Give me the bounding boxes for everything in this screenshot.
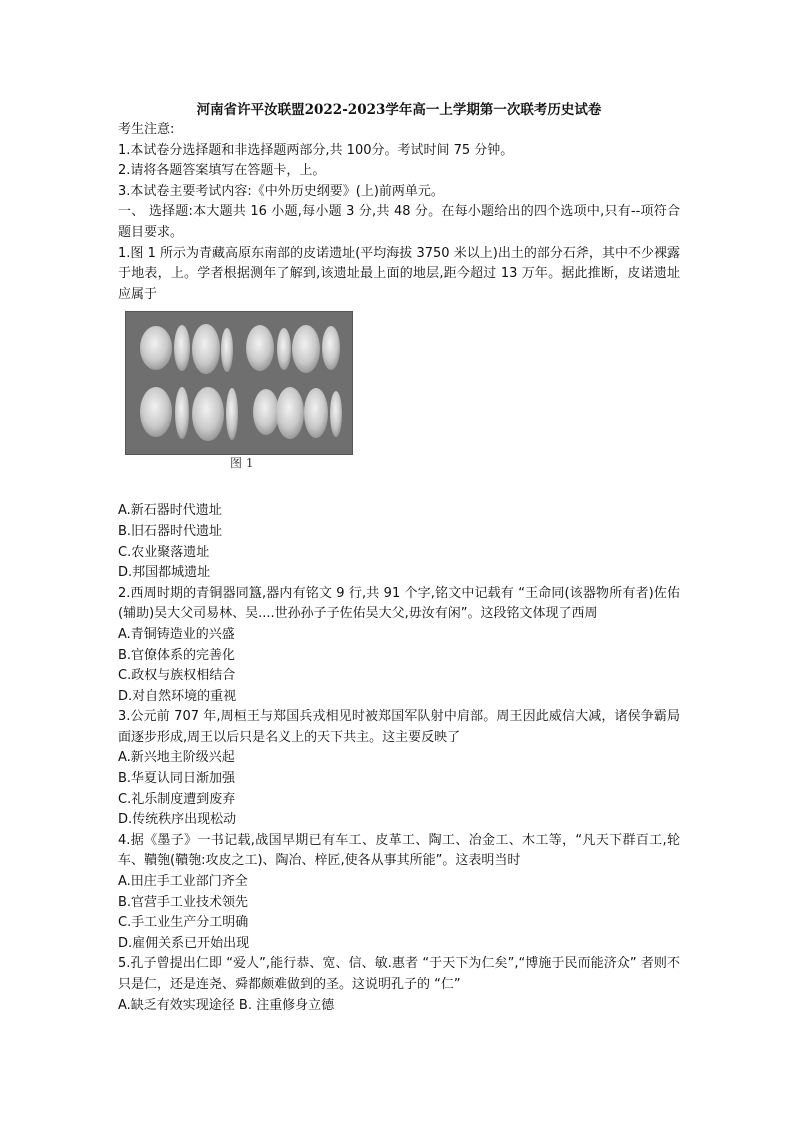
figure-block <box>118 309 680 501</box>
question-stem: 4.据《墨子》一书记载,战国早期已有车工、皮革工、陶工、冶金工、木工等，“凡天下群百工,轮车、鞼匏(鞼匏:攻皮之工)、陶冶、梓匠,使各从事其所能”。这表明当时 <box>118 832 680 869</box>
figure-caption: 图 1 <box>230 456 254 471</box>
notice-item: 3.本试卷主要考试内容:《中外历史纲要》(上)前两单元。 <box>118 183 444 199</box>
exam-title: 河南省许平汝联盟2022-2023学年高一上学期第一次联考历史试卷 <box>196 102 602 118</box>
notice-item: 1.本试卷分选择题和非选择题两部分,共 100分。考试时间 75 分钟。 <box>118 142 514 158</box>
option-d: D.邦国都城遗址 <box>118 565 211 581</box>
option-a: A.新兴地主阶级兴起 <box>118 750 235 766</box>
option-a: A.新石器时代遗址 <box>118 503 222 519</box>
stone-axes-image <box>126 312 352 454</box>
option-ab: A.缺乏有效实现途径 B. 注重修身立德 <box>118 997 335 1013</box>
option-c: C.手工业生产分工明确 <box>118 915 249 931</box>
option-b: B.华夏认同日渐加强 <box>118 771 236 787</box>
exam-content <box>118 100 680 1016</box>
question-stem: 5.孔子曾提出仁即 “爱人”,能行恭、宽、信、敏.惠者 “于天下为仁矣”,“博施于民而能济众” 者则不只是仁，还是连尧、舜都颇难做到的圣。这说明孔子的 “仁” <box>118 956 680 992</box>
question-stem: 1.图 1 所示为青藏高原东南部的皮诺遗址(平均海拔 3750 米以上)出土的部分石斧，其中不少裸露于地表，上。学者根据测年了解到,该遗址最上面的地层,距今超过 13 万年。据此推断，皮诺遗址应属于 <box>118 245 680 302</box>
stone-axes-photo <box>125 311 353 455</box>
notice-item: 2.请将各题答案填写在答题卡，上。 <box>118 163 326 179</box>
option-b: B.旧石器时代遗址 <box>118 523 223 539</box>
question-stem: 2.西周时期的青铜器同簋,器内有铭文 9 行,共 91 个字,铭文中记载有 “王命同(该器物所有者)佐佑(辅助)吴大父司易林、吴....世孙孙子子佐佑吴大父,毋汝有闲”。这段铭文体现了西周 <box>118 585 680 622</box>
section-heading: 一、 选择题:本大题共 16 小题,每小题 3 分,共 48 分。在每小题给出的四个选项中,只有--项符合题目要求。 <box>118 204 680 240</box>
option-d: D.雇佣关系已开始出现 <box>118 935 250 951</box>
option-a: A.田庄手工业部门齐全 <box>118 874 248 890</box>
option-c: C.政权与族权相结合 <box>118 668 236 684</box>
question-stem: 3.公元前 707 年,周桓王与郑国兵戎相见时被郑国军队射中肩部。周王因此威信大减，诸侯争霸局面逐步形成,周王以后只是名义上的天下共主。这主要反映了 <box>118 709 680 745</box>
option-b: B.官营手工业技术领先 <box>118 894 249 910</box>
option-a: A.青铜铸造业的兴盛 <box>118 626 235 642</box>
option-c: C.农业聚落遗址 <box>118 544 210 560</box>
option-b: B.官僚体系的完善化 <box>118 647 236 663</box>
option-d: D.传统秩序出现松动 <box>118 812 237 828</box>
option-d: D.对自然环境的重视 <box>118 688 237 704</box>
option-c: C.礼乐制度遭到废弃 <box>118 791 236 807</box>
notice-heading: 考生注意: <box>118 122 175 137</box>
